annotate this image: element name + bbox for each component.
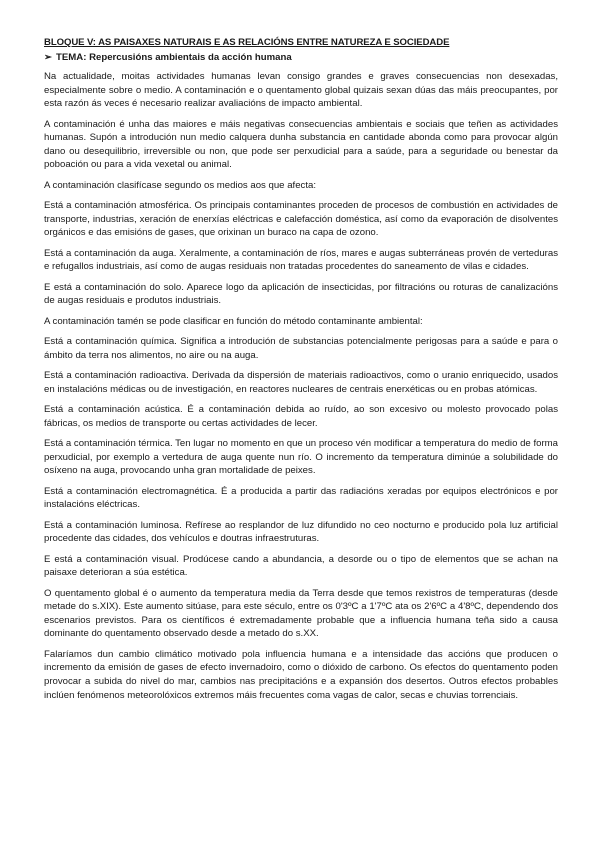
document-page	[44, 36, 558, 709]
paragraph-global-warming: O quentamento global é o aumento da temperatura media da Terra desde que temos rexistros de temperaturas (desde metade do s.XIX). Este aumento sitúase, para este século, entre os 0'3ºC a 1'7ºC ata os 2'6ºC a 4'8ºC, dependendo dos escenarios previstos. Para os científicos é extremadamente probable que a influencia humana teña sido a causa dominante do quentamento observado desde a metado do s.XX.	[44, 587, 558, 640]
arrow-bullet-icon: ➢	[44, 52, 53, 63]
paragraph-classification-by-method: A contaminación tamén se pode clasificar en función do método contaminante ambiental:	[44, 315, 423, 327]
paragraph-electromagnetic: Está a contaminación electromagnética. É a producida a partir das radiacións xeradas por equipos electrónicos e por instalacións eléctricas.	[44, 485, 558, 511]
paragraph-visual: E está a contaminación visual. Prodúcese cando a abundancia, a desorde ou o tipo de elementos que se achan na paisaxe deterioran a súa estética.	[44, 553, 558, 579]
paragraph-water: Está a contaminación da auga. Xeralmente, a contaminación de ríos, mares e augas subterráneas provén de verteduras e refugallos industriais, así como de augas residuais non tratadas procedentes do saneamento de vilas e cidades.	[44, 247, 558, 273]
block-title: BLOQUE V: AS PAISAXES NATURAIS E AS RELACIÓNS ENTRE NATUREZA E SOCIEDADE	[44, 37, 450, 48]
paragraph-radioactive: Está a contaminación radioactiva. Derivada da dispersión de materiais radioactivos, como o uranio enriquecido, usados en instalacións médicas ou de investigación, en reactores nucleares de centrais enerxéticas ou en probas atómicas.	[44, 370, 558, 395]
paragraph-luminous: Está a contaminación luminosa. Refírese ao resplandor de luz difundido no ceo nocturno e producido pola luz artificial procedente das cidades, dos vehículos e doutras infraestruturas.	[44, 519, 558, 545]
topic-heading-text: TEMA: Repercusións ambientais da acción humana	[56, 52, 292, 63]
paragraph-atmospheric: Está a contaminación atmosférica. Os principais contaminantes proceden de procesos de combustión en actividades de transporte, industrias, xeración de enerxías eléctricas e calefacción doméstica, así como da evaporación de disolventes orgánicos e das emisións de gases, que orixinan un buraco na capa de ozono.	[44, 200, 558, 239]
paragraph-thermal: Está a contaminación térmica. Ten lugar no momento en que un proceso vén modificar a temperatura do medio de forma perxudicial, por exemplo a vertedura de auga quente nun río. O incremento da temperatura diminúe a solubilidade do osíxeno na auga, provocando unha gran mortalidade de peixes.	[44, 438, 558, 477]
topic-heading	[44, 51, 558, 64]
paragraph-intro: Na actualidade, moitas actividades humanas levan consigo grandes e graves consecuencias non desexadas, especialmente sobre o medio. A contaminación e o quentamento global quizais sexan dúas das máis preocupantes, por esta razón ás veces é necesario realizar avaliacións de impacto ambiental.	[44, 71, 558, 110]
paragraph-contamination-definition: A contaminación é unha das maiores e máis negativas consecuencias ambientais e sociais que teñen as actividades humanas. Supón a introdución nun medio calquera dunha substancia en cantidade abonda como para provocar algún dano ou desequilibrio, irreversible ou non, que pode ser perxudicial para a saúde, para a seguridade ou benestar da poboación ou para a vida vexetal ou animal.	[44, 118, 558, 171]
paragraph-soil: E está a contaminación do solo. Aparece logo da aplicación de insecticidas, por filtracións ou roturas de canalizacións de augas residuais e produtos industriais.	[44, 281, 558, 307]
paragraph-chemical: Está a contaminación química. Significa a introdución de substancias potencialmente perigosas para a saúde e para o ámbito da terra nos alimentos, no aire ou na auga.	[44, 336, 558, 361]
paragraph-classification-by-medium: A contaminación clasifícase segundo os medios aos que afecta:	[44, 179, 316, 191]
paragraph-acoustic: Está a contaminación acústica. É a contaminación debida ao ruído, ao son excesivo ou molesto provocado polas fábricas, os medios de transporte ou certas actividades de lecer.	[44, 404, 558, 429]
paragraph-climate-change: Falaríamos dun cambio climático motivado pola influencia humana e a intensidade das accións que producen o incremento da emisión de gases de efecto invernadoiro, como o dióxido de carbono. Os efectos do quentamento poden provocar a subida do nivel do mar, cambios nas precipitacións e a expansión dos desertos. Outros efectos probables inclúen fenómenos meteorolóxicos extremos máis frecuentes coma vagas de calor, secas e chuvias torrenciais.	[44, 648, 558, 701]
